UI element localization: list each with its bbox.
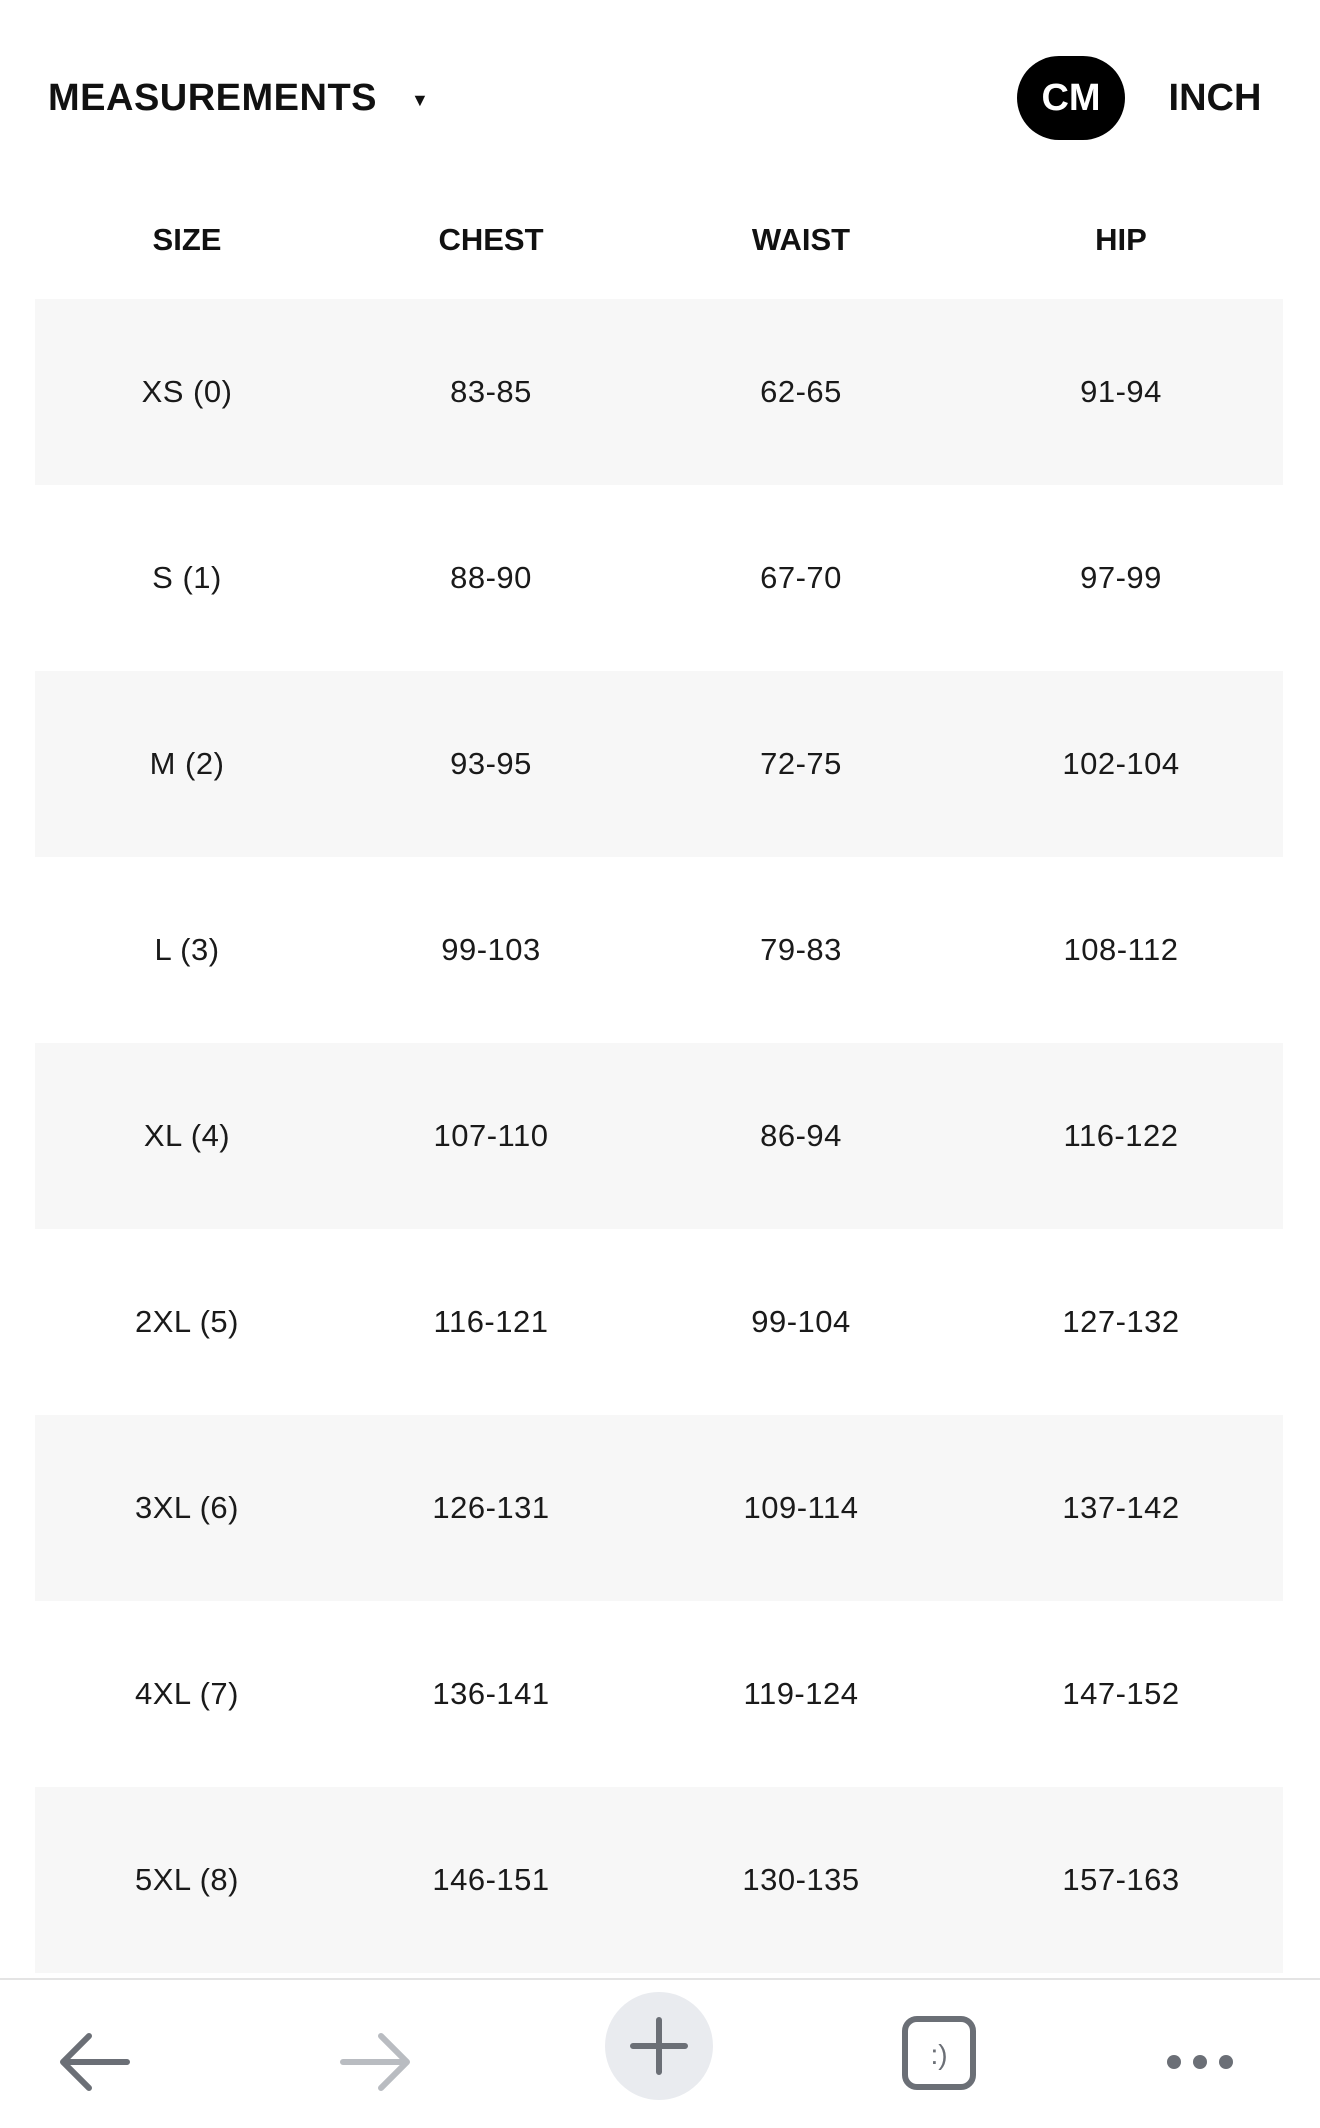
waist-cell: 130-135 [742,1862,860,1897]
waist-cell: 79-83 [760,932,842,967]
size-cell: M (2) [149,746,225,781]
table-row [35,1415,1283,1601]
unit-toggle-cm[interactable]: CM [1017,56,1125,140]
size-table-body [35,299,1283,1973]
waist-cell: 86-94 [760,1118,842,1153]
chest-cell: 126-131 [432,1490,550,1525]
chest-cell: 93-95 [450,746,532,781]
hip-cell: 102-104 [1062,746,1180,781]
column-header-chest: CHEST [438,222,544,257]
waist-cell: 72-75 [760,746,842,781]
waist-cell: 119-124 [743,1676,859,1711]
column-header-size: SIZE [152,222,222,257]
waist-cell: 99-104 [751,1304,851,1339]
tabs-icon [900,2014,978,2092]
chest-cell: 83-85 [450,374,532,409]
size-chart-header [0,0,1320,190]
hip-cell: 137-142 [1062,1490,1180,1525]
table-row [35,485,1283,671]
browser-toolbar [0,1978,1320,2128]
hip-cell: 97-99 [1080,560,1162,595]
size-cell: 4XL (7) [134,1676,240,1711]
measurements-dropdown[interactable] [48,64,429,132]
hip-cell: 116-122 [1063,1118,1179,1153]
table-row [35,1601,1283,1787]
hip-cell: 157-163 [1062,1862,1180,1897]
waist-cell: 109-114 [743,1490,859,1525]
chest-cell: 107-110 [433,1118,549,1153]
tabs-glyph: :) [930,2039,948,2070]
waist-cell: 67-70 [760,560,842,595]
size-cell: S (1) [152,560,222,595]
back-button[interactable] [50,2020,140,2104]
unit-toggle-inch[interactable]: INCH [1168,76,1262,119]
table-row [35,671,1283,857]
table-row [35,299,1283,485]
column-header-waist: WAIST [751,222,851,257]
waist-cell: 62-65 [760,374,842,409]
size-cell: XS (0) [141,374,233,409]
more-button[interactable] [1160,2020,1240,2104]
column-header-hip: HIP [1095,222,1147,257]
size-cell: L (3) [154,932,220,967]
hip-cell: 127-132 [1062,1304,1180,1339]
table-row [35,1229,1283,1415]
table-row [35,1787,1283,1973]
forward-arrow-icon [337,2030,413,2094]
tabs-button[interactable] [896,2010,982,2096]
plus-icon [629,2016,689,2076]
table-header-row [35,204,1283,276]
hip-cell: 147-152 [1062,1676,1180,1711]
chest-cell: 88-90 [450,560,532,595]
new-tab-button[interactable] [605,1992,713,2100]
caret-down-icon: ▼ [411,89,429,110]
back-arrow-icon [57,2030,133,2094]
size-cell: XL (4) [143,1118,231,1153]
size-cell: 5XL (8) [134,1862,240,1897]
table-row [35,1043,1283,1229]
hip-cell: 91-94 [1080,374,1162,409]
size-cell: 3XL (6) [134,1490,240,1525]
forward-button[interactable] [330,2020,420,2104]
hip-cell: 108-112 [1063,932,1179,967]
chest-cell: 99-103 [441,932,541,967]
more-icon [1164,2052,1236,2072]
size-cell: 2XL (5) [134,1304,240,1339]
chest-cell: 116-121 [433,1304,549,1339]
chest-cell: 136-141 [432,1676,550,1711]
chest-cell: 146-151 [432,1862,550,1897]
table-row [35,857,1283,1043]
measurements-label: MEASUREMENTS [48,76,378,119]
